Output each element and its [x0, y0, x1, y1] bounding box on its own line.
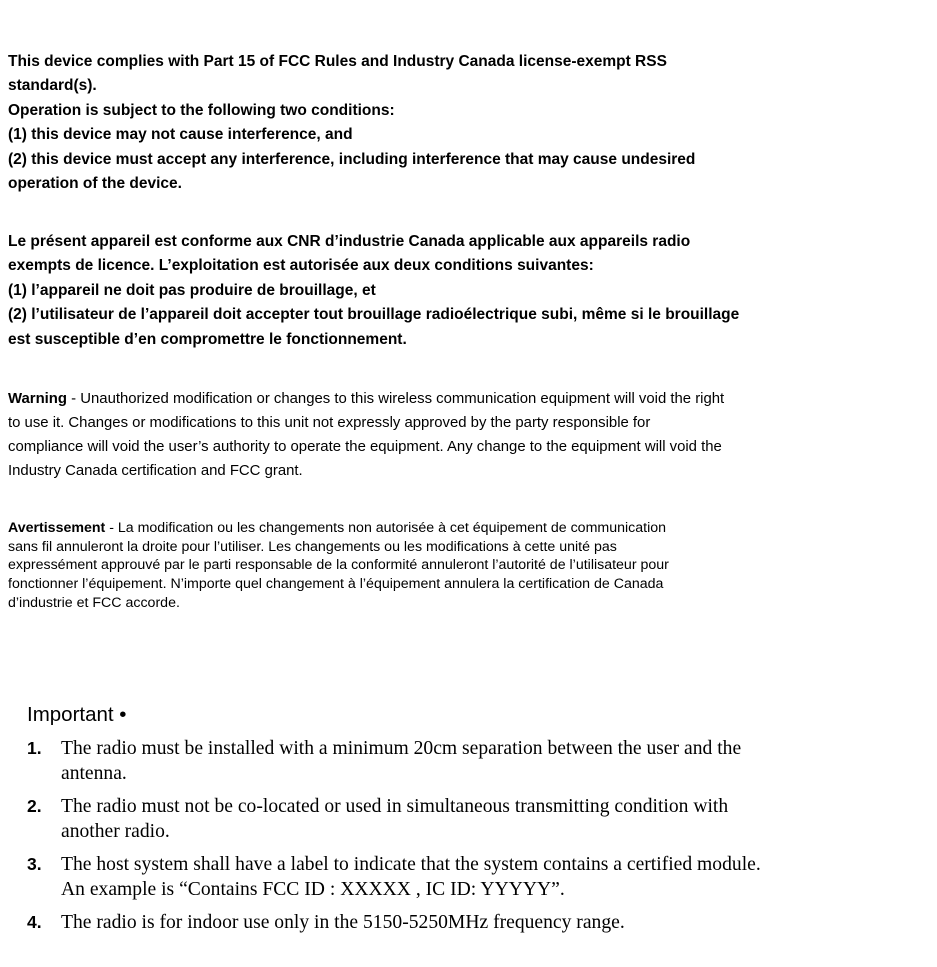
important-item: [27, 794, 933, 844]
notice-line: Le présent appareil est conforme aux CNR d’industrie Canada applicable aux appareils radio: [8, 233, 691, 250]
item-text: antenna.: [61, 763, 127, 784]
avertissement-label: Avertissement: [8, 520, 106, 536]
item-text: The radio must not be co-located or used in simultaneous transmitting condition with: [61, 796, 729, 817]
important-heading: Important •: [27, 703, 127, 726]
notice-line: (1) this device may not cause interference, and: [8, 126, 353, 144]
item-number: 4.: [27, 912, 42, 932]
item-text: The host system shall have a label to indicate that the system contains a certified module.: [61, 854, 761, 875]
important-item: [27, 736, 933, 786]
notice-line: exempts de licence. L’exploitation est autorisée aux deux conditions suivantes:: [8, 257, 594, 275]
notice-line: This device complies with Part 15 of FCC Rules and Industry Canada license-exempt RSS: [8, 53, 667, 70]
avertissement-line: fonctionner l’équipement. N’importe quel changement à l’équipement annulera la certification de Canada: [8, 576, 664, 593]
item-number: 1.: [27, 738, 42, 758]
notice-line: (1) l’appareil ne doit pas produire de brouillage, et: [8, 281, 376, 299]
avertissement-paragraph: [8, 519, 933, 613]
warning-line: Industry Canada certification and FCC grant.: [8, 463, 303, 479]
warning-line: to use it. Changes or modifications to this unit not expressly approved by the party responsible for: [8, 415, 651, 431]
warning-paragraph: [8, 387, 933, 483]
avertissement-line: d’industrie et FCC accorde.: [8, 594, 180, 611]
avertissement-line: sans fil annuleront la droite pour l’utiliser. Les changements ou les modifications à cette unité pas: [8, 538, 617, 555]
notice-line: (2) l’utilisateur de l’appareil doit accepter tout brouillage radioélectrique subi, même si le brouillage: [8, 306, 740, 324]
notice-line: (2) this device must accept any interference, including interference that may cause undesired: [8, 150, 696, 168]
item-text: another radio.: [61, 821, 170, 842]
important-item: [27, 910, 933, 935]
avertissement-line: expressément approuvé par le parti responsable de la conformité annuleront l’autorité de l’utilisateur pour: [8, 557, 669, 574]
french-compliance-notice: [8, 230, 933, 352]
warning-text: - Unauthorized modification or changes to this wireless communication equipment will void the right: [67, 391, 725, 407]
notice-line: standard(s).: [8, 77, 97, 95]
english-compliance-notice: [8, 50, 933, 196]
item-text: The radio is for indoor use only in the 5150-5250MHz frequency range.: [61, 912, 625, 933]
avertissement-text: - La modification ou les changements non autorisée à cet équipement de communication: [105, 520, 667, 536]
notice-line: est susceptible d’en compromettre le fonctionnement.: [8, 330, 407, 348]
avertissement-line-first: [8, 519, 933, 538]
warning-line: compliance will void the user’s authority to operate the equipment. Any change to the equipment will void the: [8, 439, 722, 455]
item-text: The radio must be installed with a minimum 20cm separation between the user and the: [61, 738, 742, 759]
notice-line: operation of the device.: [8, 175, 182, 193]
warning-label: Warning: [8, 391, 68, 407]
notice-line: Operation is subject to the following two conditions:: [8, 101, 395, 119]
item-number: 2.: [27, 796, 42, 816]
item-text: An example is “Contains FCC ID : XXXXX , IC ID: YYYYY”.: [61, 879, 565, 900]
important-item: [27, 852, 933, 902]
important-list: [27, 736, 933, 943]
item-number: 3.: [27, 854, 42, 874]
warning-line-first: [8, 387, 933, 411]
